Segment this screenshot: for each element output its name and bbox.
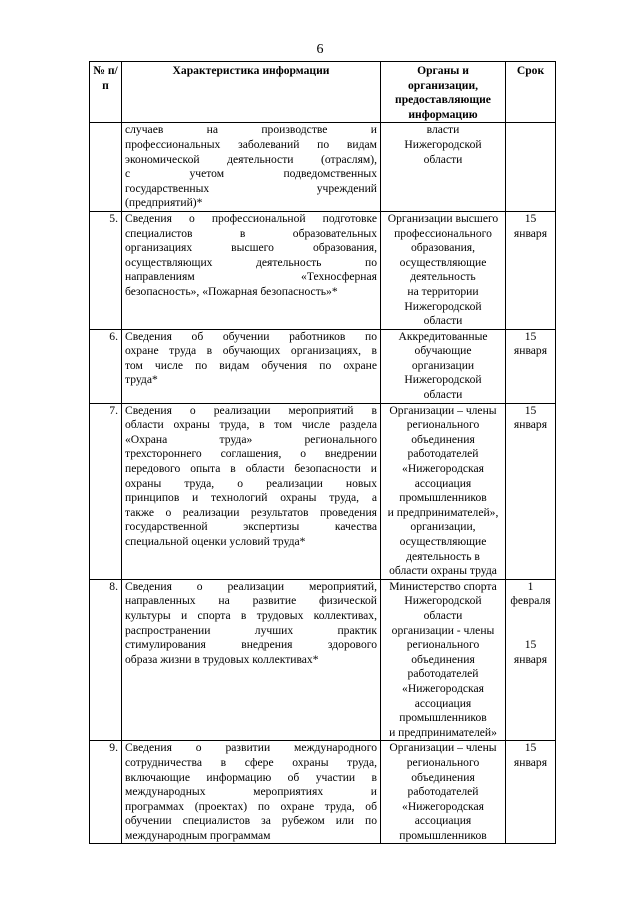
row-characteristic: [122, 329, 381, 403]
characteristic-line: с учетом подведомственных: [125, 167, 377, 181]
characteristic-line: сотрудничества в сфере охраны труда,: [125, 755, 377, 769]
characteristic-line: специальной оценки условий труда*: [125, 535, 306, 548]
table-row: [90, 403, 556, 579]
information-table: [89, 61, 556, 844]
row-organs: Организации высшего профессионального образования, осуществляющие деятельность на территории Нижегородской области: [381, 211, 506, 329]
row-characteristic: [122, 123, 381, 212]
characteristic-line: Сведения о реализации мероприятий,: [125, 579, 377, 593]
characteristic-line: включающие информацию об участии в: [125, 770, 377, 784]
characteristic-line: стимулирования внедрения здорового: [125, 638, 377, 652]
header-num: № п/п: [90, 62, 122, 123]
characteristic-line: государственной экспертизы качества: [125, 520, 377, 534]
row-term: 15 января: [506, 403, 556, 579]
table-row: [90, 123, 556, 212]
characteristic-line: передового опыта в области безопасности и: [125, 462, 377, 476]
row-number: 9.: [90, 741, 122, 844]
characteristic-line: специалистов в образовательных: [125, 226, 377, 240]
table-row: [90, 741, 556, 844]
characteristic-line: случаев на производстве и: [125, 123, 377, 137]
characteristic-line: том числе по видам обучения по охране: [125, 358, 377, 372]
header-organs: Органы и организации, предоставляющие информацию: [381, 62, 506, 123]
characteristic-line: трехстороннего соглашения, о внедрении: [125, 447, 377, 461]
characteristic-line: образа жизни в трудовых коллективах*: [125, 652, 319, 666]
characteristic-line: Сведения о профессиональной подготовке: [125, 211, 377, 225]
characteristic-line: экономической деятельности (отраслям),: [125, 152, 377, 166]
row-number: 5.: [90, 211, 122, 329]
row-number: 6.: [90, 329, 122, 403]
characteristic-line: международных мероприятиях и: [125, 785, 377, 799]
characteristic-line: «Охрана труда» регионального: [125, 432, 377, 446]
characteristic-line: Сведения об обучении работников по: [125, 329, 377, 343]
characteristic-line: международным программам: [125, 828, 271, 842]
row-characteristic: [122, 403, 381, 579]
characteristic-line: организациях высшего образования,: [125, 241, 377, 255]
characteristic-line: труда*: [125, 373, 158, 387]
characteristic-line: распространении лучших практик: [125, 623, 377, 637]
characteristic-line: принципов и технологий охраны труда, а: [125, 491, 377, 505]
row-organs: Организации – члены регионального объединения работодателей «Нижегородская ассоциация промышленников: [381, 741, 506, 844]
characteristic-line: программах (проектах) по охране труда, об: [125, 799, 377, 813]
row-organs: Аккредитованные обучающие организации Нижегородской области: [381, 329, 506, 403]
header-characteristic: Характеристика информации: [122, 62, 381, 123]
characteristic-line: области охраны труда, в том числе раздела: [125, 418, 377, 432]
table-row: [90, 579, 556, 741]
header-term: Срок: [506, 62, 556, 123]
characteristic-line: (предприятий)*: [125, 196, 203, 210]
characteristic-line: профессиональных заболеваний по видам: [125, 137, 377, 151]
row-organs: Министерство спорта Нижегородской области организации - члены регионального объединения работодателей «Нижегородская ассоциация промышленников и предпринимателей»: [381, 579, 506, 741]
table-row: [90, 211, 556, 329]
characteristic-line: также о реализации результатов проведения: [125, 505, 377, 519]
row-number: [90, 123, 122, 212]
characteristic-line: обучении специалистов за рубежом или по: [125, 814, 377, 828]
table-header-row: [90, 62, 556, 123]
characteristic-line: Сведения о развитии международного: [125, 741, 377, 755]
characteristic-line: культуры и спорта в трудовых коллективах,: [125, 608, 377, 622]
characteristic-line: охране труда в обучающих организациях, в: [125, 344, 377, 358]
row-term: [506, 123, 556, 212]
characteristic-line: охраны труда, о реализации новых: [125, 476, 377, 490]
characteristic-line: направлениям «Техносферная: [125, 270, 377, 284]
characteristic-line: осуществляющих деятельность по: [125, 255, 377, 269]
row-number: 8.: [90, 579, 122, 741]
row-organs: власти Нижегородской области: [381, 123, 506, 212]
characteristic-line: направленных на развитие физической: [125, 594, 377, 608]
row-term: 15 января: [506, 741, 556, 844]
characteristic-line: Сведения о реализации мероприятий в: [125, 403, 377, 417]
row-characteristic: [122, 741, 381, 844]
row-term: 15 января: [506, 211, 556, 329]
characteristic-line: безопасность», «Пожарная безопасность»*: [125, 284, 338, 298]
row-term: 15 января: [506, 329, 556, 403]
table-row: [90, 329, 556, 403]
row-term: 1 февраля 15 января: [506, 579, 556, 741]
characteristic-line: государственных учреждений: [125, 181, 377, 195]
row-organs: Организации – члены регионального объединения работодателей «Нижегородская ассоциация промышленников и предпринимателей», организации, осуществляющие деятельность в области охраны труда: [381, 403, 506, 579]
row-characteristic: [122, 211, 381, 329]
row-characteristic: [122, 579, 381, 741]
page-number: 6: [316, 42, 324, 57]
row-number: 7.: [90, 403, 122, 579]
